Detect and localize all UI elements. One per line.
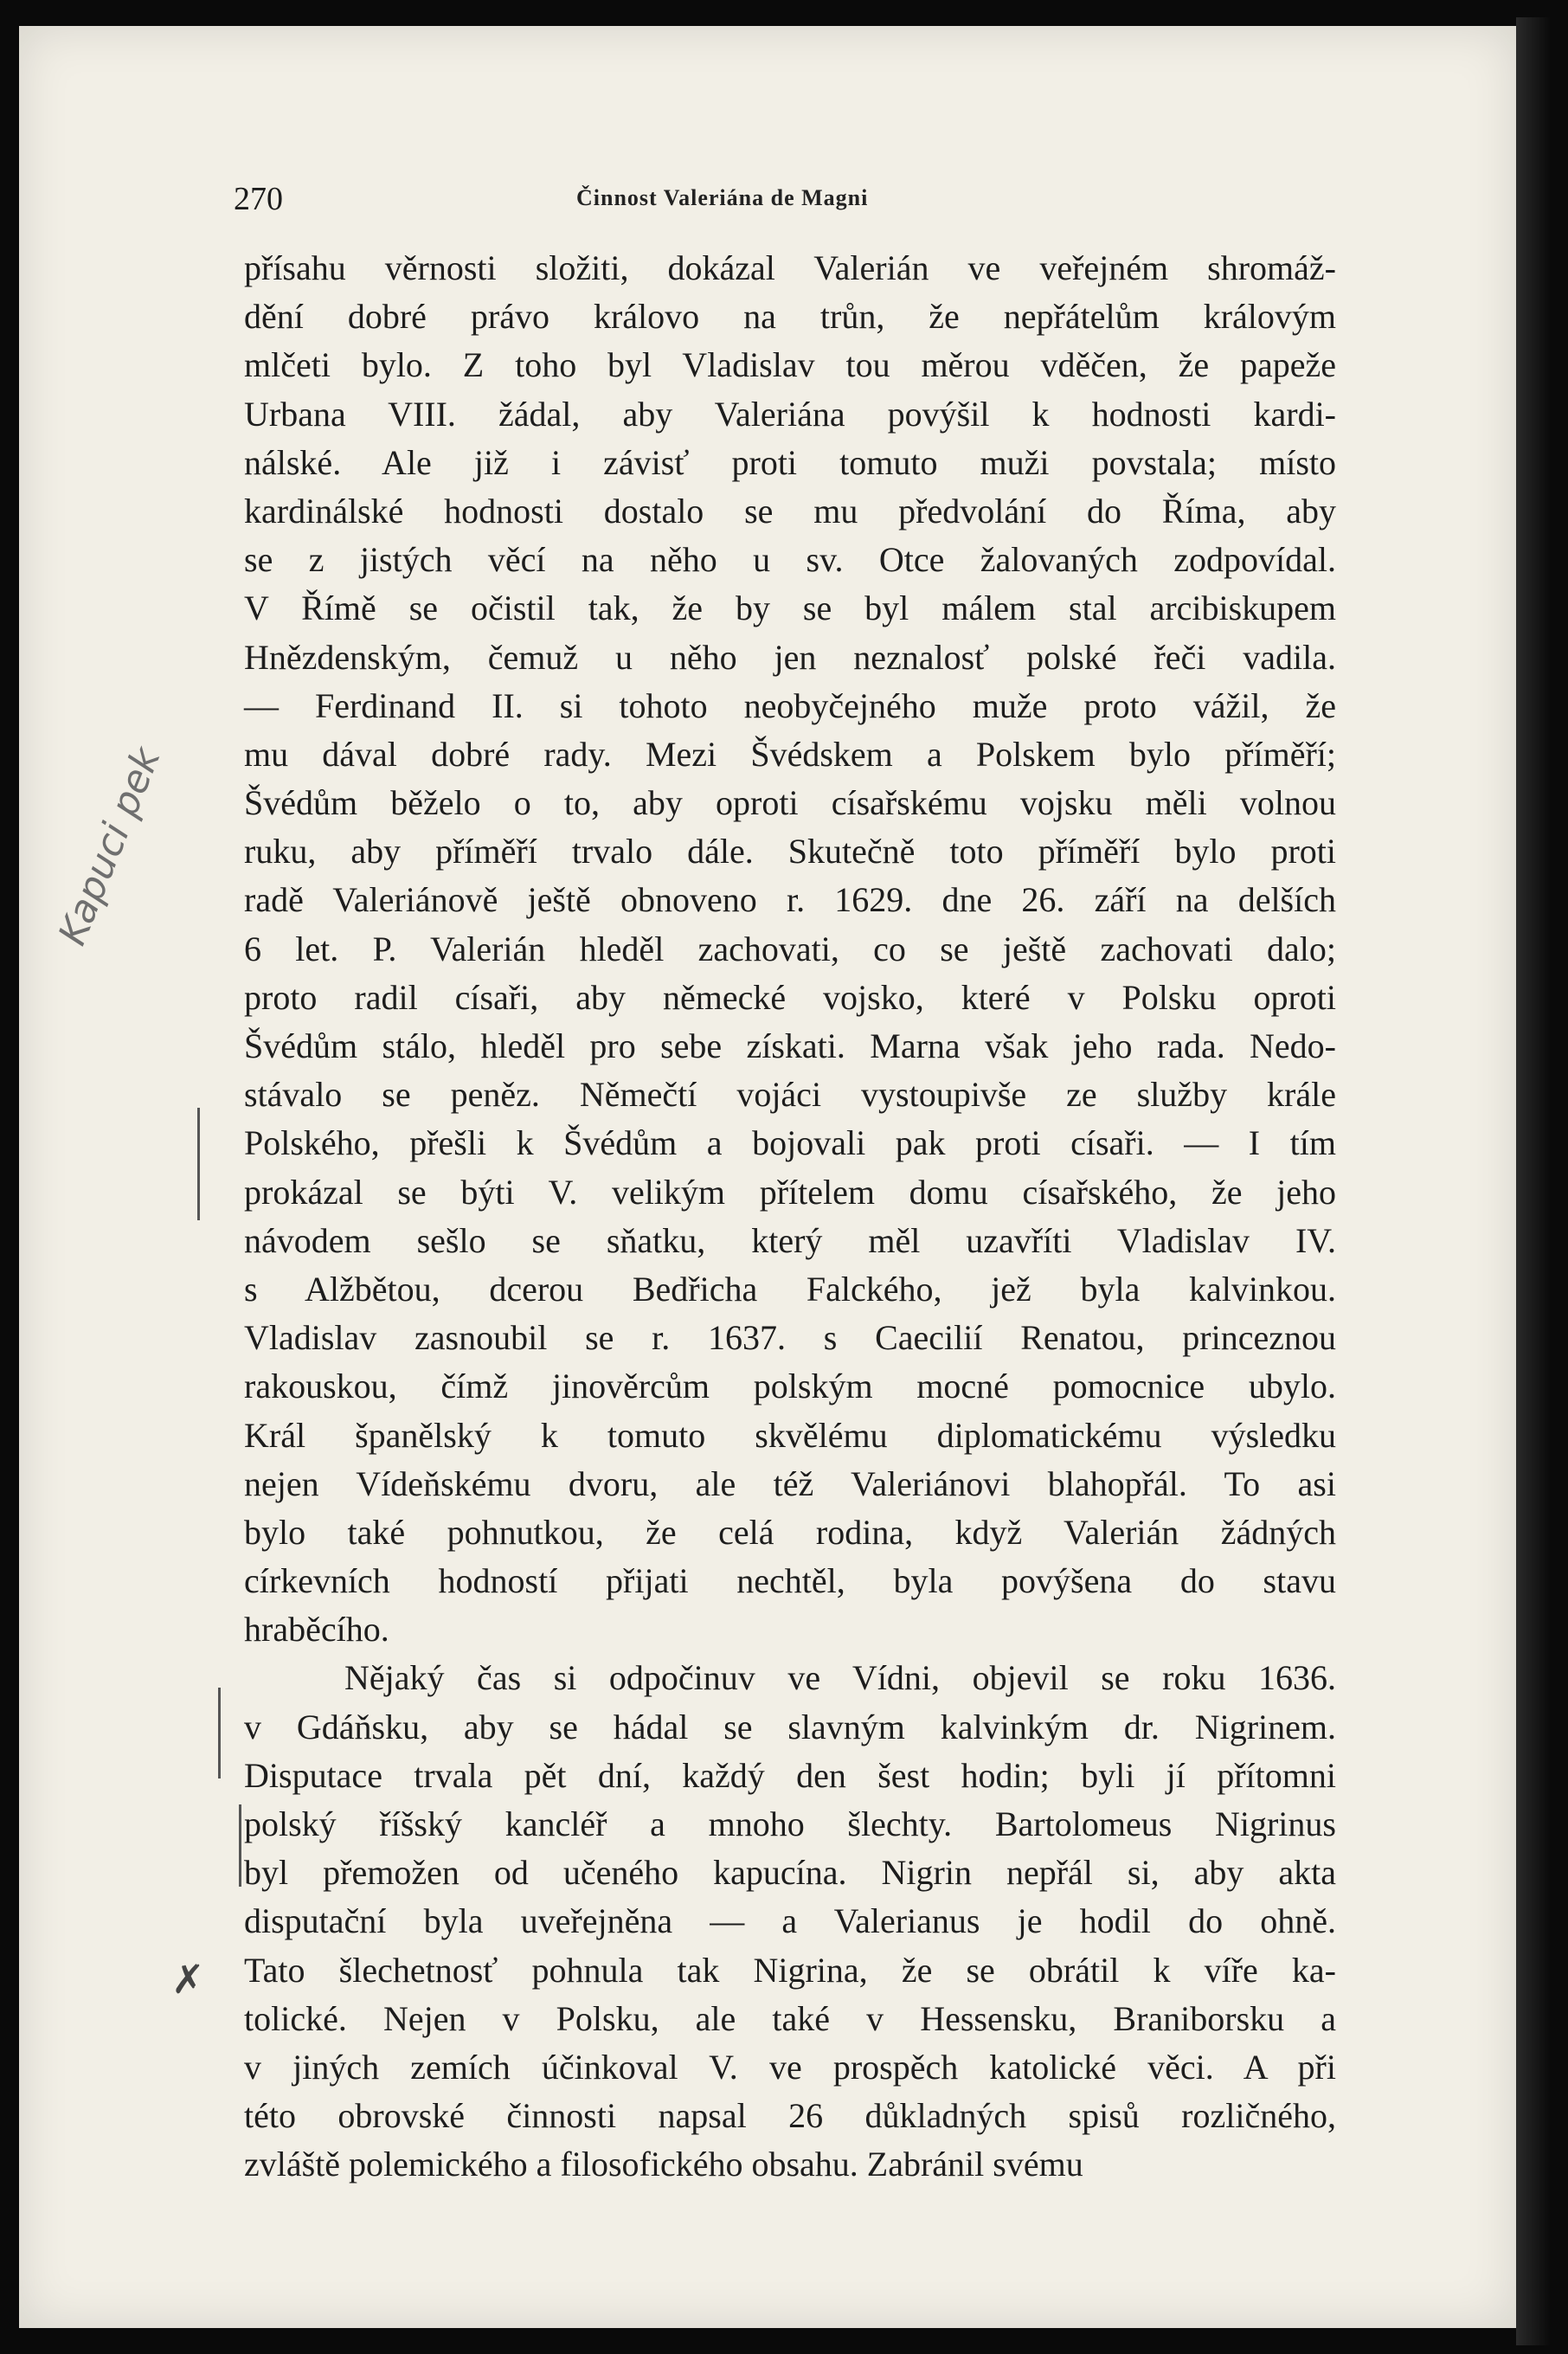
text-line: Král španělský k tomuto skvělému diplomatickému výsledku	[244, 1415, 1336, 1455]
text-line: — Ferdinand II. si tohoto neobyčejného muže proto vážil, že	[244, 685, 1336, 725]
text-line: ruku, aby příměří trvalo dále. Skutečně toto příměří bylo proti	[244, 832, 1336, 871]
book-edge	[1516, 17, 1551, 2345]
text-line: hraběcího.	[244, 1610, 389, 1650]
text-line: proto radil císaři, aby německé vojsko, které v Polsku oproti	[244, 977, 1336, 1017]
paragraph	[244, 244, 1336, 1654]
margin-pencil-note: Kapuci pek	[50, 741, 170, 952]
text-line: se z jistých věcí na něho u sv. Otce žalovaných zodpovídal.	[244, 540, 1336, 580]
margin-pencil-line	[197, 1108, 200, 1220]
margin-pencil-line	[239, 1804, 241, 1887]
text-line: v Gdáňsku, aby se hádal se slavným kalvinkým dr. Nigrinem.	[244, 1707, 1336, 1746]
text-line: Polského, přešli k Švédům a bojovali pak proti císaři. — I tím	[244, 1123, 1336, 1163]
text-line: Hnězdenským, čemuž u něho jen neznalosť polské řeči vadila.	[244, 637, 1336, 677]
text-line: mu dával dobré rady. Mezi Švédskem a Polskem bylo příměří;	[244, 734, 1336, 774]
margin-cross-mark: ✗	[171, 1958, 205, 2002]
text-line: církevních hodností přijati nechtěl, byla povýšena do stavu	[244, 1561, 1336, 1601]
text-line: zvláště polemického a filosofického obsahu. Zabránil svému	[244, 2145, 1083, 2184]
text-line: bylo také pohnutkou, že celá rodina, když Valerián žádných	[244, 1512, 1336, 1552]
text-line: Nějaký čas si odpočinuv ve Vídni, objevil se roku 1636.	[344, 1658, 1336, 1698]
text-line: Tato šlechetnosť pohnula tak Nigrina, že se obrátil k víře ka-	[244, 1950, 1336, 1990]
text-line: rakouskou, čímž jinověrcům polským mocné pomocnice ubylo.	[244, 1367, 1336, 1406]
text-line: byl přemožen od učeného kapucína. Nigrin nepřál si, aby akta	[244, 1853, 1336, 1893]
text-line: návodem sešlo se sňatku, který měl uzavříti Vladislav IV.	[244, 1220, 1336, 1260]
text-line: Urbana VIII. žádal, aby Valeriána povýšil k hodnosti kardi-	[244, 394, 1336, 434]
text-line: Disputace trvala pět dní, každý den šest hodin; byli jí přítomni	[244, 1755, 1336, 1795]
text-line: stávalo se peněz. Němečtí vojáci vystoupivše ze služby krále	[244, 1075, 1336, 1115]
paragraph	[244, 1654, 1336, 2189]
text-line: 6 let. P. Valerián hleděl zachovati, co se ještě zachovati dalo;	[244, 929, 1336, 968]
text-line: přísahu věrnosti složiti, dokázal Valerián ve veřejném shromáž-	[244, 248, 1336, 287]
text-line: této obrovské činnosti napsal 26 důkladných spisů rozličného,	[244, 2096, 1336, 2136]
text-line: dění dobré právo královo na trůn, že nepřátelům královým	[244, 297, 1336, 337]
page-number: 270	[234, 181, 283, 217]
body-text	[244, 244, 1336, 2190]
text-line: Vladislav zasnoubil se r. 1637. s Caecilií Renatou, princeznou	[244, 1318, 1336, 1358]
text-line: disputační byla uveřejněna — a Valerianus je hodil do ohně.	[244, 1901, 1336, 1941]
page-header	[234, 180, 1359, 223]
text-line: prokázal se býti V. velikým přítelem domu císařského, že jeho	[244, 1172, 1336, 1212]
text-line: polský říšský kancléř a mnoho šlechty. Bartolomeus Nigrinus	[244, 1804, 1336, 1843]
running-title: Činnost Valeriána de Magni	[576, 185, 869, 210]
text-line: mlčeti bylo. Z toho byl Vladislav tou měrou vděčen, že papeže	[244, 345, 1336, 385]
text-line: tolické. Nejen v Polsku, ale také v Hessensku, Braniborsku a	[244, 1998, 1336, 2038]
text-line: nálské. Ale již i závisť proti tomuto muži povstala; místo	[244, 442, 1336, 482]
margin-pencil-line	[218, 1688, 221, 1778]
text-line: kardinálské hodnosti dostalo se mu předvolání do Říma, aby	[244, 491, 1336, 531]
text-line: V Římě se očistil tak, že by se byl málem stal arcibiskupem	[244, 588, 1336, 628]
text-line: Švédům běželo o to, aby oproti císařskému vojsku měli volnou	[244, 783, 1336, 823]
text-line: s Alžbětou, dcerou Bedřicha Falckého, jež byla kalvinkou.	[244, 1269, 1336, 1309]
text-line: v jiných zemích účinkoval V. ve prospěch katolické věci. A při	[244, 2047, 1336, 2087]
text-line: nejen Vídeňskému dvoru, ale též Valeriánovi blahopřál. To asi	[244, 1463, 1336, 1503]
text-line: radě Valeriánově ještě obnoveno r. 1629. dne 26. září na delších	[244, 880, 1336, 920]
text-line: Švédům stálo, hleděl pro sebe získati. Marna však jeho rada. Nedo-	[244, 1026, 1336, 1065]
